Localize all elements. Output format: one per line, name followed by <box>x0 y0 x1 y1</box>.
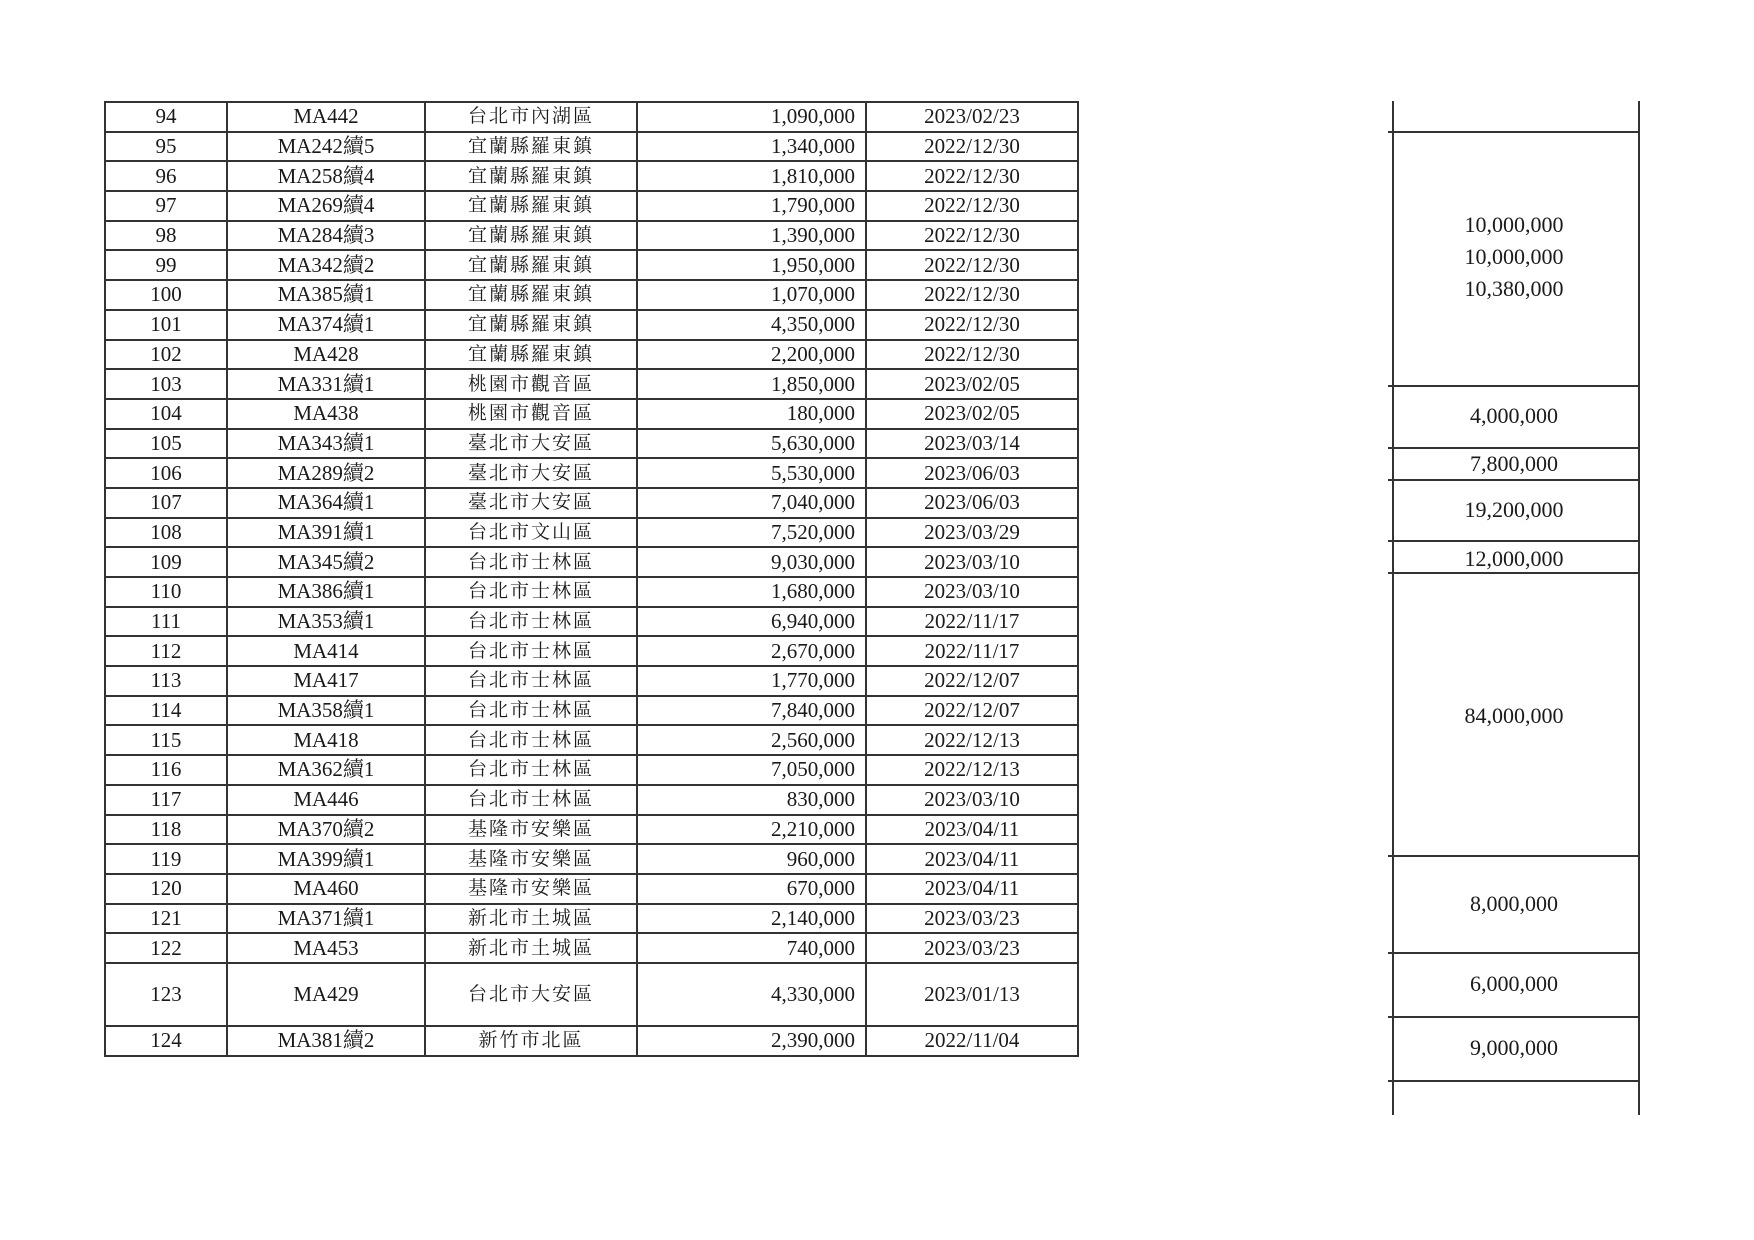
table-row <box>105 518 1078 548</box>
side-amount: 10,380,000 <box>1464 276 1564 301</box>
location-cell: 台北市士林區 <box>425 696 637 726</box>
date-cell: 2022/11/17 <box>866 636 1078 666</box>
table-row <box>105 250 1078 280</box>
table-row <box>105 815 1078 845</box>
row-number-cell: 118 <box>105 815 227 845</box>
case-code-cell: MA460 <box>227 874 425 904</box>
case-code-cell: MA353續1 <box>227 607 425 637</box>
amount-cell: 1,790,000 <box>637 191 866 221</box>
location-cell: 台北市大安區 <box>425 963 637 1026</box>
table-row <box>105 429 1078 459</box>
location-cell: 台北市士林區 <box>425 785 637 815</box>
case-code-cell: MA343續1 <box>227 429 425 459</box>
row-number-cell: 95 <box>105 132 227 162</box>
amount-cell: 1,950,000 <box>637 250 866 280</box>
side-amount: 7,800,000 <box>1470 451 1558 476</box>
row-number-cell: 104 <box>105 399 227 429</box>
table-row <box>105 132 1078 162</box>
table-row <box>105 369 1078 399</box>
date-cell: 2022/12/30 <box>866 340 1078 370</box>
table-row <box>105 310 1078 340</box>
amount-cell: 5,530,000 <box>637 458 866 488</box>
amount-cell: 7,050,000 <box>637 755 866 785</box>
row-number-cell: 115 <box>105 725 227 755</box>
table-row <box>105 280 1078 310</box>
amount-cell: 1,680,000 <box>637 577 866 607</box>
side-amount: 84,000,000 <box>1464 703 1564 728</box>
table-row <box>105 874 1078 904</box>
location-cell: 台北市士林區 <box>425 636 637 666</box>
table-row <box>105 844 1078 874</box>
case-code-cell: MA284續3 <box>227 221 425 251</box>
row-number-cell: 96 <box>105 161 227 191</box>
table-row <box>105 755 1078 785</box>
row-number-cell: 114 <box>105 696 227 726</box>
table-row <box>105 161 1078 191</box>
date-cell: 2023/03/29 <box>866 518 1078 548</box>
date-cell: 2023/01/13 <box>866 963 1078 1026</box>
table-row <box>105 191 1078 221</box>
location-cell: 桃園市觀音區 <box>425 369 637 399</box>
date-cell: 2022/12/13 <box>866 755 1078 785</box>
row-number-cell: 121 <box>105 904 227 934</box>
row-number-cell: 105 <box>105 429 227 459</box>
table-row <box>105 696 1078 726</box>
side-amount: 6,000,000 <box>1470 971 1558 996</box>
location-cell: 宜蘭縣羅東鎮 <box>425 132 637 162</box>
case-code-cell: MA391續1 <box>227 518 425 548</box>
row-number-cell: 100 <box>105 280 227 310</box>
date-cell: 2023/03/10 <box>866 785 1078 815</box>
location-cell: 台北市士林區 <box>425 755 637 785</box>
case-code-cell: MA386續1 <box>227 577 425 607</box>
amount-cell: 2,560,000 <box>637 725 866 755</box>
case-code-cell: MA364續1 <box>227 488 425 518</box>
date-cell: 2022/12/07 <box>866 696 1078 726</box>
case-code-cell: MA442 <box>227 102 425 132</box>
table-row <box>105 399 1078 429</box>
location-cell: 宜蘭縣羅東鎮 <box>425 221 637 251</box>
table-row <box>105 963 1078 1026</box>
row-number-cell: 102 <box>105 340 227 370</box>
row-number-cell: 107 <box>105 488 227 518</box>
case-code-cell: MA399續1 <box>227 844 425 874</box>
row-number-cell: 122 <box>105 933 227 963</box>
side-divider <box>1388 131 1638 133</box>
side-amount: 10,000,000 <box>1464 244 1564 269</box>
case-code-cell: MA331續1 <box>227 369 425 399</box>
location-cell: 基隆市安樂區 <box>425 874 637 904</box>
row-number-cell: 113 <box>105 666 227 696</box>
row-number-cell: 117 <box>105 785 227 815</box>
row-number-cell: 119 <box>105 844 227 874</box>
row-number-cell: 112 <box>105 636 227 666</box>
amount-cell: 670,000 <box>637 874 866 904</box>
date-cell: 2022/12/30 <box>866 310 1078 340</box>
date-cell: 2022/12/30 <box>866 280 1078 310</box>
date-cell: 2022/11/17 <box>866 607 1078 637</box>
case-code-cell: MA258續4 <box>227 161 425 191</box>
case-code-cell: MA242續5 <box>227 132 425 162</box>
table-row <box>105 666 1078 696</box>
row-number-cell: 108 <box>105 518 227 548</box>
side-amount: 12,000,000 <box>1464 546 1564 571</box>
table-row <box>105 577 1078 607</box>
date-cell: 2022/12/30 <box>866 191 1078 221</box>
side-amount: 19,200,000 <box>1464 497 1564 522</box>
row-number-cell: 106 <box>105 458 227 488</box>
row-number-cell: 111 <box>105 607 227 637</box>
amount-cell: 1,770,000 <box>637 666 866 696</box>
side-divider <box>1388 855 1638 857</box>
side-amount: 4,000,000 <box>1470 403 1558 428</box>
case-code-cell: MA446 <box>227 785 425 815</box>
table-row <box>105 1026 1078 1056</box>
row-number-cell: 120 <box>105 874 227 904</box>
table-row <box>105 547 1078 577</box>
location-cell: 台北市士林區 <box>425 547 637 577</box>
amount-cell: 7,040,000 <box>637 488 866 518</box>
side-divider <box>1388 952 1638 954</box>
row-number-cell: 99 <box>105 250 227 280</box>
row-number-cell: 98 <box>105 221 227 251</box>
row-number-cell: 116 <box>105 755 227 785</box>
amount-cell: 4,350,000 <box>637 310 866 340</box>
location-cell: 新北市土城區 <box>425 933 637 963</box>
case-code-cell: MA429 <box>227 963 425 1026</box>
case-code-cell: MA438 <box>227 399 425 429</box>
table-row <box>105 458 1078 488</box>
date-cell: 2023/04/11 <box>866 815 1078 845</box>
side-divider <box>1388 385 1638 387</box>
date-cell: 2022/12/30 <box>866 132 1078 162</box>
amount-cell: 2,390,000 <box>637 1026 866 1056</box>
amount-cell: 2,210,000 <box>637 815 866 845</box>
amount-cell: 2,670,000 <box>637 636 866 666</box>
row-number-cell: 124 <box>105 1026 227 1056</box>
location-cell: 新竹市北區 <box>425 1026 637 1056</box>
location-cell: 台北市文山區 <box>425 518 637 548</box>
date-cell: 2023/02/05 <box>866 369 1078 399</box>
case-code-cell: MA371續1 <box>227 904 425 934</box>
row-number-cell: 101 <box>105 310 227 340</box>
date-cell: 2023/03/23 <box>866 933 1078 963</box>
table-row <box>105 725 1078 755</box>
side-divider <box>1388 1016 1638 1018</box>
location-cell: 基隆市安樂區 <box>425 844 637 874</box>
date-cell: 2023/04/11 <box>866 874 1078 904</box>
date-cell: 2022/12/30 <box>866 221 1078 251</box>
date-cell: 2023/02/23 <box>866 102 1078 132</box>
date-cell: 2022/12/30 <box>866 250 1078 280</box>
date-cell: 2023/06/03 <box>866 458 1078 488</box>
case-code-cell: MA342續2 <box>227 250 425 280</box>
table-row <box>105 340 1078 370</box>
case-code-cell: MA358續1 <box>227 696 425 726</box>
row-number-cell: 110 <box>105 577 227 607</box>
amount-cell: 1,850,000 <box>637 369 866 399</box>
location-cell: 宜蘭縣羅東鎮 <box>425 250 637 280</box>
amount-cell: 2,140,000 <box>637 904 866 934</box>
amount-cell: 180,000 <box>637 399 866 429</box>
location-cell: 台北市內湖區 <box>425 102 637 132</box>
location-cell: 宜蘭縣羅東鎮 <box>425 280 637 310</box>
table-row <box>105 636 1078 666</box>
row-number-cell: 94 <box>105 102 227 132</box>
side-divider <box>1388 540 1638 542</box>
table-row <box>105 221 1078 251</box>
date-cell: 2022/12/07 <box>866 666 1078 696</box>
table-row <box>105 785 1078 815</box>
side-amount: 9,000,000 <box>1470 1035 1558 1060</box>
date-cell: 2022/11/04 <box>866 1026 1078 1056</box>
location-cell: 宜蘭縣羅東鎮 <box>425 310 637 340</box>
date-cell: 2022/12/13 <box>866 725 1078 755</box>
location-cell: 宜蘭縣羅東鎮 <box>425 191 637 221</box>
amount-cell: 1,390,000 <box>637 221 866 251</box>
case-code-cell: MA381續2 <box>227 1026 425 1056</box>
case-code-cell: MA289續2 <box>227 458 425 488</box>
case-code-cell: MA417 <box>227 666 425 696</box>
date-cell: 2023/02/05 <box>866 399 1078 429</box>
case-code-cell: MA428 <box>227 340 425 370</box>
table-row <box>105 933 1078 963</box>
location-cell: 台北市士林區 <box>425 666 637 696</box>
amount-cell: 4,330,000 <box>637 963 866 1026</box>
case-code-cell: MA345續2 <box>227 547 425 577</box>
amount-cell: 740,000 <box>637 933 866 963</box>
location-cell: 新北市土城區 <box>425 904 637 934</box>
amount-cell: 7,520,000 <box>637 518 866 548</box>
date-cell: 2022/12/30 <box>866 161 1078 191</box>
case-code-cell: MA370續2 <box>227 815 425 845</box>
side-amount: 10,000,000 <box>1464 212 1564 237</box>
amount-cell: 9,030,000 <box>637 547 866 577</box>
amount-cell: 5,630,000 <box>637 429 866 459</box>
table-row <box>105 488 1078 518</box>
amount-cell: 960,000 <box>637 844 866 874</box>
location-cell: 基隆市安樂區 <box>425 815 637 845</box>
table-row <box>105 904 1078 934</box>
location-cell: 宜蘭縣羅東鎮 <box>425 340 637 370</box>
amount-cell: 1,090,000 <box>637 102 866 132</box>
date-cell: 2023/06/03 <box>866 488 1078 518</box>
row-number-cell: 109 <box>105 547 227 577</box>
table-row <box>105 102 1078 132</box>
table-row <box>105 607 1078 637</box>
case-code-cell: MA385續1 <box>227 280 425 310</box>
location-cell: 台北市士林區 <box>425 577 637 607</box>
date-cell: 2023/03/23 <box>866 904 1078 934</box>
location-cell: 台北市士林區 <box>425 725 637 755</box>
case-code-cell: MA414 <box>227 636 425 666</box>
row-number-cell: 123 <box>105 963 227 1026</box>
amount-cell: 6,940,000 <box>637 607 866 637</box>
amount-cell: 2,200,000 <box>637 340 866 370</box>
date-cell: 2023/03/10 <box>866 547 1078 577</box>
location-cell: 臺北市大安區 <box>425 488 637 518</box>
side-divider <box>1388 1080 1638 1082</box>
table-body <box>105 102 1078 1056</box>
case-code-cell: MA418 <box>227 725 425 755</box>
location-cell: 臺北市大安區 <box>425 458 637 488</box>
row-number-cell: 103 <box>105 369 227 399</box>
amount-cell: 830,000 <box>637 785 866 815</box>
case-code-cell: MA374續1 <box>227 310 425 340</box>
location-cell: 宜蘭縣羅東鎮 <box>425 161 637 191</box>
row-number-cell: 97 <box>105 191 227 221</box>
case-code-cell: MA453 <box>227 933 425 963</box>
date-cell: 2023/03/14 <box>866 429 1078 459</box>
location-cell: 臺北市大安區 <box>425 429 637 459</box>
amount-cell: 1,340,000 <box>637 132 866 162</box>
date-cell: 2023/04/11 <box>866 844 1078 874</box>
amount-cell: 1,810,000 <box>637 161 866 191</box>
date-cell: 2023/03/10 <box>866 577 1078 607</box>
case-code-cell: MA269續4 <box>227 191 425 221</box>
location-cell: 台北市士林區 <box>425 607 637 637</box>
loan-table <box>104 101 1079 1057</box>
amount-cell: 1,070,000 <box>637 280 866 310</box>
location-cell: 桃園市觀音區 <box>425 399 637 429</box>
side-amount: 8,000,000 <box>1470 891 1558 916</box>
amount-cell: 7,840,000 <box>637 696 866 726</box>
case-code-cell: MA362續1 <box>227 755 425 785</box>
